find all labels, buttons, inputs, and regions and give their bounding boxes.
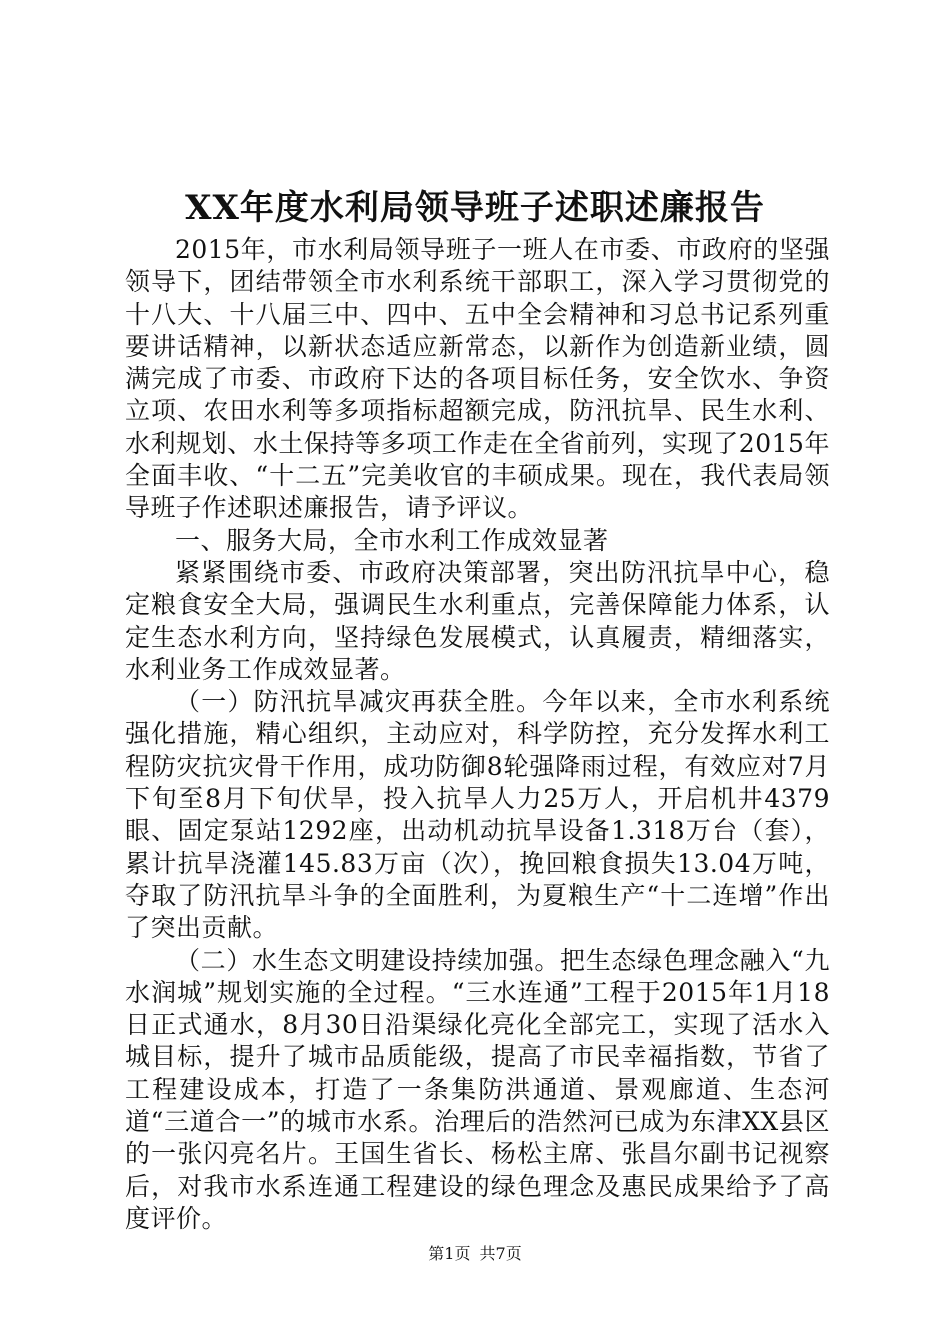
page-number: 第1页	[428, 1244, 471, 1263]
water-ecology-paragraph: （二）水生态文明建设持续加强。把生态绿色理念融入“九水润城”规划实施的全过程。“三水连通”工程于2015年1月18日正式通水，8月30日沿渠绿化亮化全部完工，实现了活水入城目标，提升了城市品质能级，提高了市民幸福指数，节省了工程建设成本，打造了一条集防洪通道、景观廊道、生态河道“三道合一”的城市水系。治理后的浩然河已成为东津XX县区的一张闪亮名片。王国生省长、杨松主席、张昌尔副书记视察后，对我市水系连通工程建设的绿色理念及惠民成果给予了高度评价。	[125, 945, 830, 1233]
page-footer	[0, 1243, 950, 1265]
page-total: 共7页	[479, 1244, 522, 1263]
document-body	[125, 234, 830, 1235]
section-heading: 一、服务大局，全市水利工作成效显著	[175, 525, 609, 555]
section-summary-paragraph: 紧紧围绕市委、市政府决策部署，突出防汛抗旱中心，稳定粮食安全大局，强调民生水利重点，完善保障能力体系，认定生态水利方向，坚持绿色发展模式，认真履责，精细落实，水利业务工作成效显著。	[125, 557, 830, 684]
document-title: XX年度水利局领导班子述职述廉报告	[185, 188, 765, 228]
flood-drought-paragraph: （一）防汛抗旱减灾再获全胜。今年以来，全市水利系统强化措施，精心组织，主动应对，科学防控，充分发挥水利工程防灾抗灾骨干作用，成功防御8轮强降雨过程，有效应对7月下旬至8月下旬伏旱，投入抗旱人力25万人，开启机井4379眼、固定泵站1292座，出动机动抗旱设备1.318万台（套），累计抗旱浇灌145.83万亩（次），挽回粮食损失13.04万吨，夺取了防汛抗旱斗争的全面胜利，为夏粮生产“十二连增”作出了突出贡献。	[125, 687, 830, 943]
intro-paragraph: 2015年，市水利局领导班子一班人在市委、市政府的坚强领导下，团结带领全市水利系统干部职工，深入学习贯彻党的十八大、十八届三中、四中、五中全会精神和习总书记系列重要讲话精神，以新状态适应新常态，以新作为创造新业绩，圆满完成了市委、市政府下达的各项目标任务，安全饮水、争资立项、农田水利等多项指标超额完成，防汛抗旱、民生水利、水利规划、水土保持等多项工作走在全省前列，实现了2015年全面丰收、“十二五”完美收官的丰硕成果。现在，我代表局领导班子作述职述廉报告，请予评议。	[125, 235, 830, 523]
